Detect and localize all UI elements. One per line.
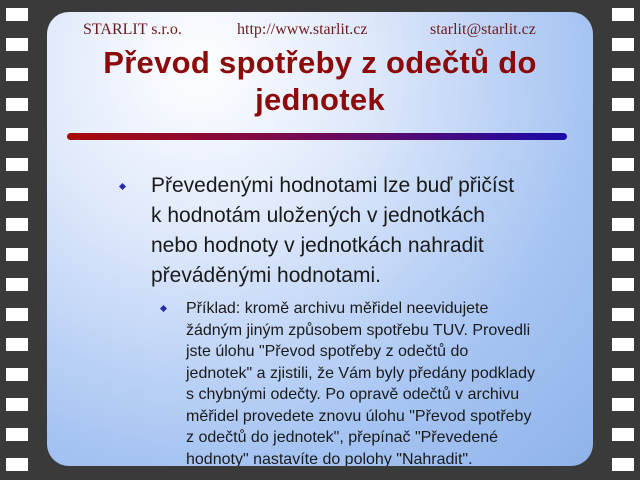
film-strip-right	[612, 0, 634, 480]
company-url: http://www.starlit.cz	[237, 21, 368, 38]
perforation-hole	[612, 188, 634, 201]
perforation-hole	[6, 128, 28, 141]
perforation-hole	[6, 368, 28, 381]
perforation-hole	[6, 38, 28, 51]
perforation-hole	[612, 68, 634, 81]
perforation-hole	[6, 278, 28, 291]
slide-header	[47, 21, 593, 41]
perforation-hole	[612, 278, 634, 291]
perforation-hole	[612, 398, 634, 411]
perforation-hole	[6, 188, 28, 201]
perforation-hole	[6, 68, 28, 81]
perforation-hole	[612, 248, 634, 261]
company-name: STARLIT s.r.o.	[83, 21, 182, 38]
bullet-marker-icon	[119, 183, 126, 190]
title-divider	[67, 133, 567, 140]
perforation-hole	[612, 218, 634, 231]
sub-bullet-marker-icon	[160, 305, 167, 312]
slide-title-text: Převod spotřeby z odečtů do jednotek	[103, 45, 537, 117]
perforation-hole	[6, 8, 28, 21]
perforation-hole	[6, 248, 28, 261]
perforation-hole	[6, 458, 28, 471]
perforation-hole	[612, 368, 634, 381]
bullet-point-main	[151, 171, 581, 291]
perforation-hole	[612, 98, 634, 111]
perforation-hole	[612, 458, 634, 471]
slide	[47, 12, 593, 466]
perforation-hole	[6, 338, 28, 351]
perforation-hole	[6, 428, 28, 441]
perforation-hole	[612, 338, 634, 351]
perforation-hole	[612, 428, 634, 441]
perforation-hole	[6, 98, 28, 111]
perforation-hole	[6, 398, 28, 411]
company-email: starlit@starlit.cz	[430, 21, 536, 38]
perforation-hole	[612, 128, 634, 141]
sub-bullet-text: Příklad: kromě archivu měřidel neevidujete žádným jiným způsobem spotřebu TUV. Provedli jste úlohu "Převod spotřeby z odečtů do jednotek" a zjistili, že Vám byly předány podklady s chybnými odečty. Po opravě odečtů v archivu měřidel provedete znovu úlohu "Převod spotřeby z odečtů do jednotek", přepínač "Převedené hodnoty" nastavíte do polohy "Nahradit".	[186, 300, 535, 466]
perforation-hole	[612, 8, 634, 21]
perforation-hole	[612, 308, 634, 321]
film-strip-left	[6, 0, 28, 480]
bullet-text: Převedenými hodnotami lze buď přičíst k hodnotám uložených v jednotkách nebo hodnoty v jednotkách nahradit převáděnými hodnotami.	[151, 174, 515, 287]
slide-title	[57, 44, 583, 118]
perforation-hole	[612, 38, 634, 51]
perforation-hole	[6, 308, 28, 321]
bullet-point-example	[186, 298, 593, 466]
perforation-hole	[6, 218, 28, 231]
perforation-hole	[6, 158, 28, 171]
perforation-hole	[612, 158, 634, 171]
